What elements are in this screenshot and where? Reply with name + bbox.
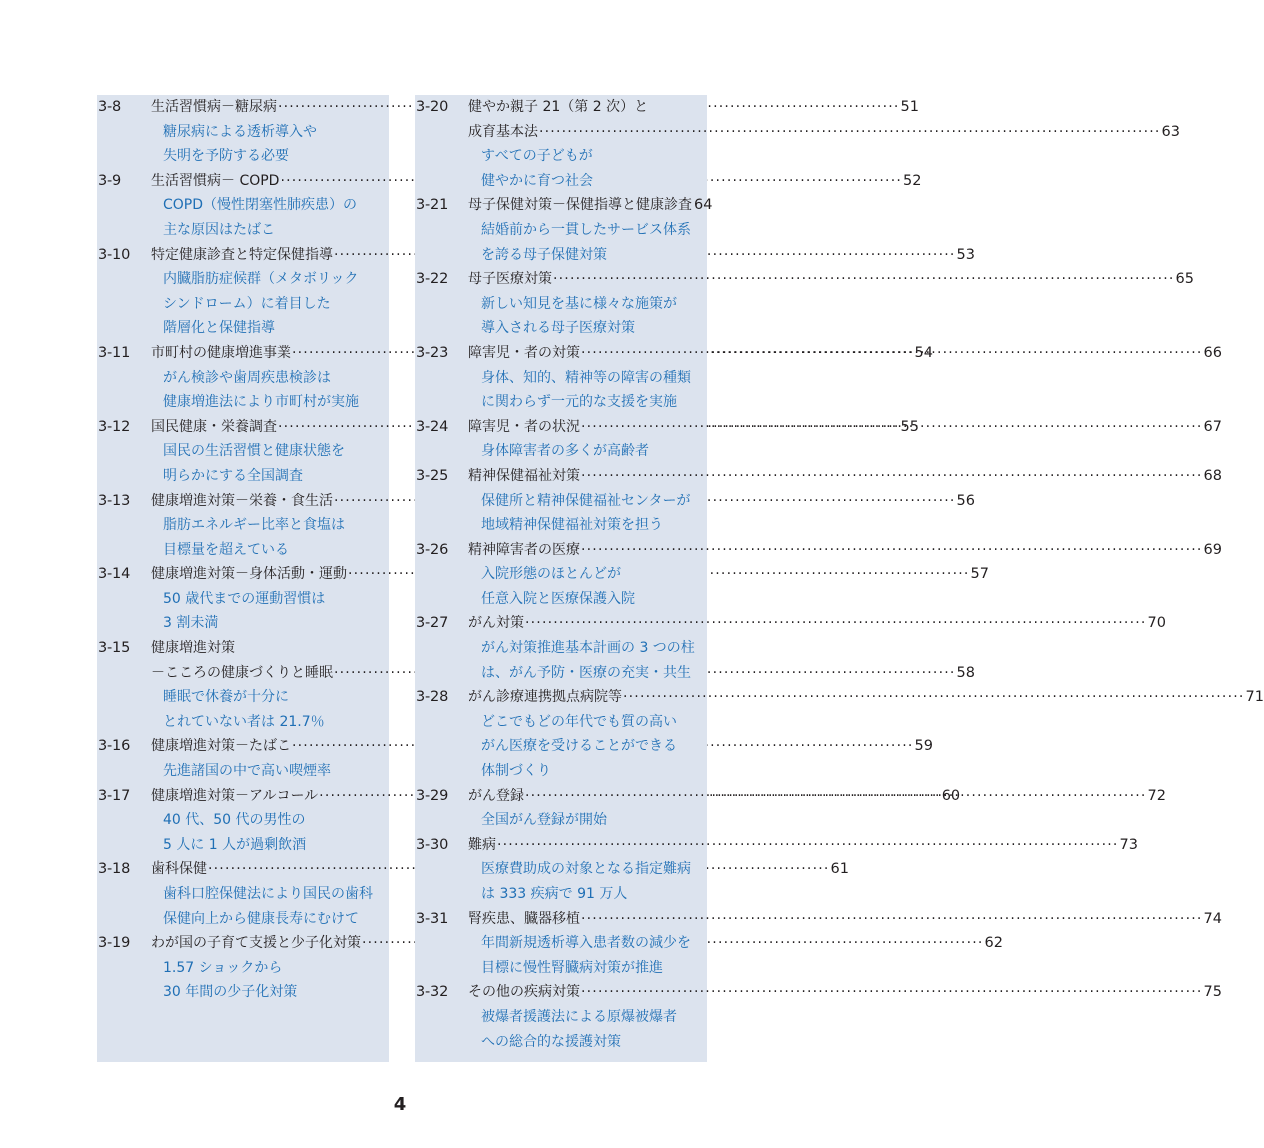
section-subtitle: 主な原因はたばこ [163,221,275,238]
section-title: 母子医療対策 [468,271,552,288]
section-number: 3-13 [98,492,131,509]
section-subtitle: 1.57 ショックから [163,959,283,976]
toc-heading-line [415,95,707,120]
toc-subtitle-line [97,833,389,858]
toc-subtitle-line [415,661,707,686]
toc-subtitle-line [415,734,707,759]
section-number: 3-27 [416,615,449,632]
section-subtitle: COPD（慢性閉塞性肺疾患）の [163,197,358,214]
section-number: 3-30 [416,836,449,853]
leader-dots [581,341,1203,366]
toc-heading-line [97,636,389,661]
toc-subtitle-line [415,439,707,464]
section-subtitle: 5 人に 1 人が過剰飲酒 [163,836,307,853]
section-title: 難病 [468,836,496,853]
section-subtitle: すべての子どもが [481,148,593,165]
section-number: 3-28 [416,689,449,706]
page-ref: 70 [1147,615,1166,632]
leader-dots [581,907,1203,932]
section-title: 生活習慣病－ COPD [151,172,280,189]
section-subtitle: 30 年間の少子化対策 [163,984,298,1001]
section-subtitle: 階層化と保健指導 [163,320,275,337]
page-ref: 64 [694,197,713,214]
toc-subtitle-line [415,562,707,587]
section-subtitle: どこでもどの年代でも質の高い [481,713,677,730]
toc-subtitle-line [415,956,707,981]
section-subtitle: 身体障害者の多くが高齢者 [481,443,649,460]
toc-heading-line [415,193,713,218]
section-title-row [468,464,1222,489]
section-number: 3-32 [416,984,449,1001]
section-title: がん診療連携拠点病院等 [468,689,622,706]
toc-heading-line [415,685,1264,710]
toc-subtitle-line [97,144,389,169]
section-title: 母子保健対策－保健指導と健康診査 [468,197,692,214]
section-title-row [468,833,1138,858]
section-number: 3-31 [416,910,449,927]
section-number: 3-26 [416,541,449,558]
section-title: 歯科保健 [151,861,207,878]
toc-subtitle-line [415,1030,707,1055]
section-number: 3-15 [98,640,131,657]
toc-subtitle-line [415,636,707,661]
toc-subtitle-line [415,759,707,784]
section-title: がん対策 [468,615,524,632]
page-ref: 67 [1203,418,1222,435]
page-ref: 59 [914,738,933,755]
section-title: その他の疾病対策 [468,984,580,1001]
toc-entry[interactable] [415,193,713,267]
section-number: 3-29 [416,787,449,804]
section-title: 健康増進対策－アルコール [151,787,319,804]
leader-dots [525,784,1147,809]
section-subtitle: 新しい知見を基に様々な施策が [481,295,677,312]
section-subtitle: 睡眠で休養が十分に [163,689,289,706]
page-ref: 51 [900,99,919,115]
section-number: 3-21 [416,197,449,214]
toc-subtitle-line [97,292,389,317]
section-title-row [468,685,1264,710]
section-subtitle: 身体、知的、精神等の障害の種類 [481,369,691,386]
leader-dots [553,267,1175,292]
toc-subtitle-line [97,267,389,292]
section-subtitle: 50 歳代までの運動習慣は [163,590,326,607]
toc-heading-line [415,980,1222,1005]
toc-subtitle-line [415,513,707,538]
toc-subtitle-line [415,218,707,243]
section-title: 市町村の健康増進事業 [151,344,291,361]
toc-heading-line [415,611,1166,636]
toc-subtitle-line [415,390,707,415]
section-subtitle: がん医療を受けることができる [481,738,677,755]
page-ref: 53 [956,246,975,263]
section-number: 3-20 [416,99,449,115]
toc-heading-line [415,538,1222,563]
page-ref: 69 [1203,541,1222,558]
page-ref: 58 [956,664,975,681]
section-number: 3-22 [416,271,449,288]
toc-subtitle-line [415,316,707,341]
section-title: 精神障害者の医療 [468,541,580,558]
toc-heading-line [415,464,1222,489]
section-subtitle: 健康増進法により市町村が実施 [163,394,359,411]
section-number: 3-14 [98,566,131,583]
page-ref: 52 [903,172,922,189]
page-ref: 74 [1203,910,1222,927]
section-title: 生活習慣病－糖尿病 [151,99,277,115]
toc-heading-line [415,120,1180,145]
toc-subtitle-line [415,587,707,612]
toc-subtitle-line [97,193,389,218]
section-subtitle: 地域精神保健福祉対策を担う [481,517,663,534]
section-subtitle: 国民の生活習慣と健康状態を [163,443,345,460]
section-subtitle: 保健向上から健康長寿にむけて [163,910,359,927]
page-ref: 62 [984,935,1003,952]
section-number: 3-24 [416,418,449,435]
page-ref: 61 [830,861,849,878]
section-number: 3-17 [98,787,131,804]
page-ref: 54 [914,344,933,361]
section-subtitle: を誇る母子保健対策 [481,246,607,263]
section-subtitle: 内臓脂肪症候群（メタボリック [163,271,359,288]
toc-subtitle-line [415,366,707,391]
section-title: 障害児・者の状況 [468,418,580,435]
section-subtitle: とれていない者は 21.7％ [163,713,325,730]
section-title: 障害児・者の対策 [468,344,580,361]
page-ref: 73 [1119,836,1138,853]
section-subtitle: 体制づくり [481,763,551,780]
leader-dots [581,464,1203,489]
section-subtitle: 3 割未満 [163,615,219,632]
toc-subtitle-line [97,120,389,145]
section-number: 3-10 [98,246,131,263]
section-title: 健康増進対策 [151,640,235,657]
section-title: がん登録 [468,787,524,804]
section-subtitle: 脂肪エネルギー比率と食塩は [163,517,345,534]
toc-entry[interactable] [415,267,1194,341]
section-title-row [468,267,1194,292]
section-title: 健やか親子 21（第 2 次）と [468,99,649,115]
section-subtitle: 任意入院と医療保護入院 [481,590,635,607]
page-ref: 56 [956,492,975,509]
toc-subtitle-line [415,931,707,956]
section-title-row [468,120,1180,145]
leader-dots [581,415,1203,440]
section-subtitle: 導入される母子医療対策 [481,320,635,337]
toc-subtitle-line [415,144,707,169]
toc-subtitle-line [415,243,707,268]
section-number: 3-18 [98,861,131,878]
section-title-row [468,611,1166,636]
toc-subtitle-line [415,489,707,514]
section-title-row [151,636,389,661]
section-subtitle: 歯科口腔保健法により国民の歯科 [163,886,373,902]
section-title: 健康増進対策－身体活動・運動 [151,566,347,583]
section-title-row [468,907,1222,932]
section-subtitle: 糖尿病による透析導入や [163,123,317,140]
section-number: 3-12 [98,418,131,435]
section-title: 腎疾患、臓器移植 [468,910,580,927]
toc-subtitle-line [97,390,389,415]
toc-subtitle-line [97,439,389,464]
toc-subtitle-line [97,759,389,784]
toc-subtitle-line [97,464,389,489]
section-subtitle: 健やかに育つ社会 [481,172,593,189]
section-subtitle: 目標量を超えている [163,541,289,558]
section-title: 健康増進対策－たばこ [151,738,291,755]
toc-subtitle-line [415,169,707,194]
section-title-row [468,538,1222,563]
toc-subtitle-line [97,980,389,1005]
section-subtitle: 結婚前から一貫したサービス体系 [481,221,691,238]
toc-subtitle-line [97,907,389,932]
section-subtitle: に関わらず一元的な支援を実施 [481,394,677,411]
section-subtitle: 医療費助成の対象となる指定難病 [481,861,691,878]
page-ref: 75 [1203,984,1222,1001]
section-title: 健康増進対策－栄養・食生活 [151,492,333,509]
section-title: 成育基本法 [468,123,538,140]
leader-dots [539,120,1161,145]
page-ref: 71 [1245,689,1264,706]
page-ref: 66 [1203,344,1222,361]
toc-subtitle-line [415,808,707,833]
section-subtitle: 40 代、50 代の男性の [163,812,306,829]
toc-entry[interactable] [415,980,1222,1054]
page-ref: 65 [1175,271,1194,288]
section-subtitle: 保健所と精神保健福祉センターが [481,492,691,509]
leader-dots [581,538,1203,563]
section-number: 3-8 [98,99,122,115]
section-subtitle: 目標に慢性腎臓病対策が推進 [481,959,663,976]
toc-subtitle-line [415,882,707,907]
toc-subtitle-line [415,1005,707,1030]
section-number: 3-9 [98,172,122,189]
section-title: 特定健康診査と特定保健指導 [151,246,333,263]
page-ref: 72 [1147,787,1166,804]
section-subtitle: は、がん予防・医療の充実・共生 [481,664,691,681]
section-subtitle: への総合的な援護対策 [481,1033,621,1050]
toc-heading-line [415,267,1194,292]
section-subtitle: 年間新規透析導入患者数の減少を [481,935,691,952]
leader-dots [525,611,1147,636]
section-subtitle: シンドローム）に着目した [163,295,331,312]
section-title-row [468,95,707,120]
section-number: 3-23 [416,344,449,361]
toc-subtitle-line [415,857,707,882]
toc-subtitle-line [97,366,389,391]
section-title: －こころの健康づくりと睡眠 [151,664,333,681]
toc-subtitle-line [97,513,389,538]
section-title-row [468,980,1222,1005]
toc-subtitle-line [97,882,389,907]
page-number: 4 [393,1094,407,1115]
section-subtitle: 先進諸国の中で高い喫煙率 [163,763,331,780]
toc-subtitle-line [415,292,707,317]
section-number: 3-19 [98,935,131,952]
toc-subtitle-line [97,611,389,636]
section-subtitle: 被爆者援護法による原爆被爆者 [481,1008,677,1025]
leader-dots [581,980,1203,1005]
section-subtitle: 失明を予防する必要 [163,148,289,165]
section-subtitle: がん検診や歯周疾患検診は [163,369,331,386]
toc-subtitle-line [97,538,389,563]
section-subtitle: 明らかにする全国調査 [163,467,303,484]
page-ref: 57 [970,566,989,583]
section-title: わが国の子育て支援と少子化対策 [151,935,361,952]
section-title: 精神保健福祉対策 [468,467,580,484]
section-title: 国民健康・栄養調査 [151,418,277,435]
page-ref: 68 [1203,467,1222,484]
toc-subtitle-line [97,710,389,735]
section-title-row [468,193,713,218]
toc-subtitle-line [97,587,389,612]
toc-subtitle-line [97,956,389,981]
section-subtitle: 全国がん登録が開始 [481,812,607,829]
leader-dots [623,685,1245,710]
section-number: 3-16 [98,738,131,755]
toc-subtitle-line [415,710,707,735]
toc-heading-line [415,833,1138,858]
toc-subtitle-line [97,218,389,243]
section-subtitle: は 333 疾病で 91 万人 [481,886,628,902]
leader-dots [497,833,1119,858]
section-subtitle: 入院形態のほとんどが [481,566,621,583]
toc-subtitle-line [97,685,389,710]
page-ref: 60 [941,787,961,804]
section-number: 3-11 [98,344,131,361]
toc-subtitle-line [97,808,389,833]
page-ref: 63 [1161,123,1180,140]
toc-heading-line [415,907,1222,932]
page-ref: 55 [900,418,919,435]
section-subtitle: がん対策推進基本計画の 3 つの柱 [481,640,695,657]
section-number: 3-25 [416,467,449,484]
toc-subtitle-line [97,316,389,341]
